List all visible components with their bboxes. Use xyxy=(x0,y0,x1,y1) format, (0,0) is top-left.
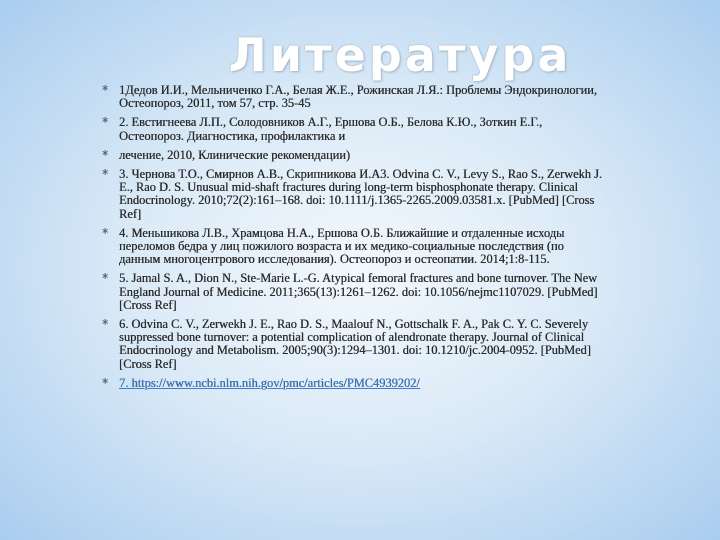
bullet-icon: * xyxy=(102,225,108,240)
reference-item xyxy=(102,149,602,162)
reference-text: 1Дедов И.И., Мельниченко Г.А., Белая Ж.Е., Рожинская Л.Я.: Проблемы Эндокринологии, Остеопороз, 2011, том 57, стр. 35-45 xyxy=(119,83,597,111)
bullet-icon: * xyxy=(102,375,108,390)
reference-item xyxy=(102,116,602,142)
reference-text: 3. Чернова Т.О., Смирнов А.В., Скрипникова И.А3. Odvina C. V., Levy S., Rao S., Zerwekh J. E., Rao D. S. Unusual mid-shaft fractures during long-term bisphosphonate therapy. Clinical Endocrinology. 2010;72(2):161–168. doi: 10.1111/j.1365-2265.2009.03581.x. [PubMed] [Cross Ref] xyxy=(119,167,602,221)
bullet-icon: * xyxy=(102,115,108,130)
reference-list xyxy=(102,84,602,396)
reference-text: 4. Меньшикова Л.В., Храмцова Н.А., Ершова О.Б. Ближайшие и отдаленные исходы переломов бедра у лиц пожилого возраста и их медико-социальные последствия (по данным многоцентрового исследования). Остеопороз и остеопатии. 2014;1:8-115. xyxy=(119,225,565,267)
reference-item xyxy=(102,227,602,267)
bullet-icon: * xyxy=(102,147,108,162)
reference-item xyxy=(102,377,602,390)
reference-item xyxy=(102,84,602,110)
page-title: Литература xyxy=(228,28,572,82)
reference-link[interactable]: 7. https://www.ncbi.nlm.nih.gov/pmc/articles/PMC4939202/ xyxy=(119,375,420,390)
reference-text: 5. Jamal S. A., Dion N., Ste-Marie L.-G. Atypical femoral fractures and bone turnover. The New England Journal of Medicine. 2011;365(13):1261–1262. doi: 10.1056/nejmc1107029. [PubMed] [Cross Ref] xyxy=(119,271,598,312)
reference-text: 2. Евстигнеева Л.П., Солодовников А.Г., Ершова О.Б., Белова К.Ю., Зоткин Е.Г., Остеопороз. Диагностика, профилактика и xyxy=(119,115,543,143)
reference-item xyxy=(102,272,602,312)
bullet-icon: * xyxy=(102,271,108,286)
bullet-icon: * xyxy=(102,317,108,332)
bullet-icon: * xyxy=(102,83,108,97)
reference-text: 6. Odvina C. V., Zerwekh J. E., Rao D. S., Maalouf N., Gottschalk F. A., Pak C. Y. C. Severely suppressed bone turnover: a potential complication of alendronate therapy. Journal of Clinical Endocrinology and Metabolism. 2005;90(3):1294–1301. doi: 10.1210/jc.2004-0952. [PubMed] [Cross Ref] xyxy=(119,317,591,371)
reference-item xyxy=(102,318,602,371)
reference-item xyxy=(102,168,602,221)
bullet-icon: * xyxy=(102,167,108,182)
reference-text: лечение, 2010, Клинические рекомендации) xyxy=(119,147,351,162)
